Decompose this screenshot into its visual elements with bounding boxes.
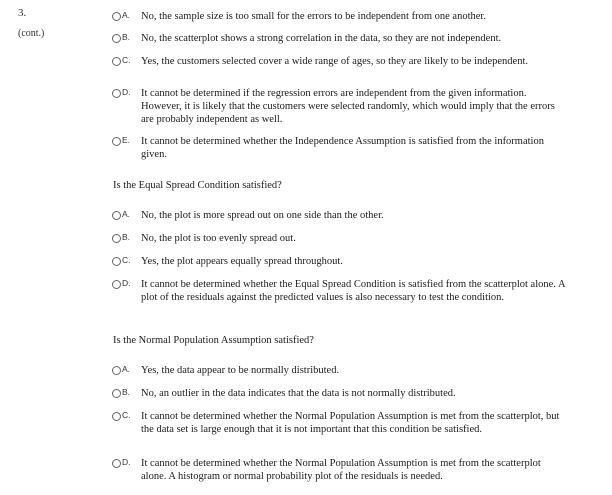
radio-button[interactable] [112, 57, 121, 66]
radio-button[interactable] [112, 366, 121, 375]
radio-button[interactable] [112, 12, 121, 21]
option-text: No, an outlier in the data indicates that the data is not normally distributed. [141, 388, 456, 399]
radio-button[interactable] [112, 34, 121, 43]
normal-population-prompt: Is the Normal Population Assumption satisfied? [113, 335, 314, 346]
option-letter: D. [122, 278, 131, 288]
option-text: No, the plot is too evenly spread out. [141, 233, 296, 244]
equal-spread-prompt: Is the Equal Spread Condition satisfied? [113, 180, 282, 191]
option-letter: E. [122, 135, 131, 145]
option-letter: A. [122, 10, 131, 20]
radio-button[interactable] [112, 211, 121, 220]
radio-button[interactable] [112, 234, 121, 243]
question-number: 3. [18, 7, 27, 19]
option-letter: A. [122, 209, 131, 219]
question-continued-label: (cont.) [18, 28, 45, 39]
radio-button[interactable] [112, 137, 121, 146]
option-letter: D. [122, 87, 131, 97]
option-text: It cannot be determined whether the Normal Population Assumption is met from the scatterplot, but the data set is large enough that it is not important that this condition be satisfied. [141, 411, 560, 436]
radio-button[interactable] [112, 389, 121, 398]
option-letter: D. [122, 457, 131, 467]
option-letter: C. [122, 55, 131, 65]
option-letter: A. [122, 364, 131, 374]
option-text: It cannot be determined whether the Independence Assumption is satisfied from the information given. [141, 136, 544, 161]
option-text: It cannot be determined whether the Equal Spread Condition is satisfied from the scatterplot alone. A plot of the residuals against the predicted values is also necessary to test the condition. [141, 279, 565, 304]
option-text: Yes, the data appear to be normally distributed. [141, 365, 340, 376]
option-letter: B. [122, 232, 131, 242]
option-text: No, the sample size is too small for the errors to be independent from one another. [141, 11, 486, 22]
radio-button[interactable] [112, 280, 121, 289]
option-text: It cannot be determined whether the Normal Population Assumption is met from the scatterplot alone. A histogram or normal probability plot of the residuals is needed. [141, 458, 541, 483]
option-text: No, the plot is more spread out on one side than the other. [141, 210, 384, 221]
option-letter: B. [122, 387, 131, 397]
radio-button[interactable] [112, 412, 121, 421]
radio-button[interactable] [112, 459, 121, 468]
option-text: No, the scatterplot shows a strong correlation in the data, so they are not independent. [141, 33, 502, 44]
option-text: Yes, the customers selected cover a wide range of ages, so they are likely to be independent. [141, 56, 529, 67]
option-text: Yes, the plot appears equally spread throughout. [141, 256, 343, 267]
option-letter: B. [122, 32, 131, 42]
radio-button[interactable] [112, 257, 121, 266]
option-letter: C. [122, 410, 131, 420]
option-letter: C. [122, 255, 131, 265]
radio-button[interactable] [112, 89, 121, 98]
option-text: It cannot be determined if the regression errors are independent from the given information. However, it is likely that the customers were selected randomly, which would imply that the errors are probably independent as well. [141, 88, 555, 126]
